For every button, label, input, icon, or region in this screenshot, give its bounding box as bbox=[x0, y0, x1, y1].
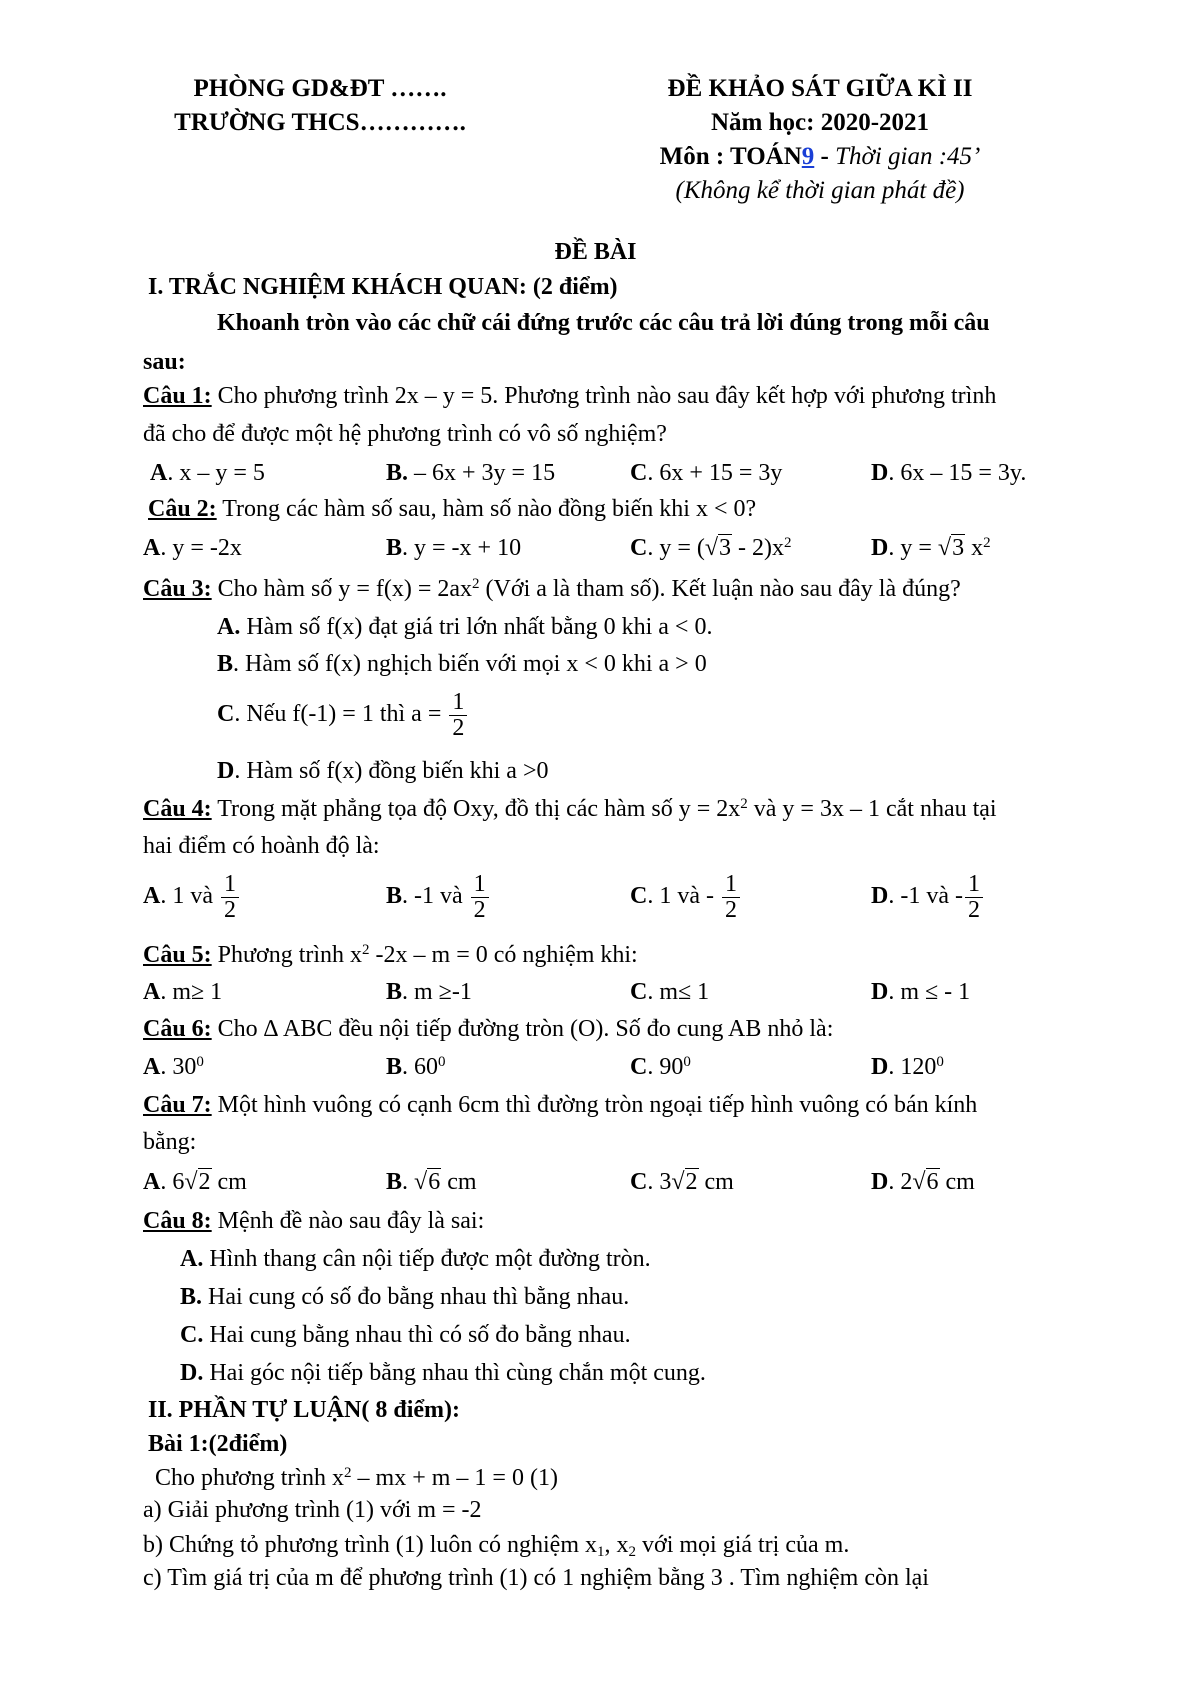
header-right bbox=[610, 72, 1030, 208]
q3-option-c[interactable]: C. Nếu f(-1) = 1 thì a = $\frac{1}{2}$ bbox=[217, 690, 469, 741]
q8-label: Câu 8: bbox=[143, 1208, 212, 1234]
q5-option-d[interactable]: D. m ≤ - 1 bbox=[871, 979, 971, 1005]
q4-text-line2: hai điểm có hoành độ là: bbox=[143, 833, 380, 859]
sqrt-symbol: √3 bbox=[704, 535, 732, 561]
q4-option-a[interactable]: A. 1 và $\frac{1}{2}$ bbox=[143, 872, 241, 923]
fraction-one-half: $\frac{1}{2}$ bbox=[449, 690, 467, 741]
time-separator: - bbox=[814, 143, 836, 170]
subject-prefix: Môn : TOÁN bbox=[659, 143, 802, 170]
bai1-part-c: c) Tìm giá trị của m để phương trình (1) có 1 nghiệm bằng 3 . Tìm nghiệm còn lại bbox=[143, 1565, 929, 1591]
dept-name: PHÒNG GD&ĐT ……. bbox=[193, 75, 447, 102]
fraction-one-half: $\frac{1}{2}$ bbox=[471, 872, 489, 923]
q1-text-line2: đã cho để được một hệ phương trình có vô số nghiệm? bbox=[143, 421, 667, 447]
q4-option-c[interactable]: C. 1 và - $\frac{1}{2}$ bbox=[630, 872, 742, 923]
exam-note: (Không kể thời gian phát đề) bbox=[675, 177, 965, 204]
q3-label: Câu 3: bbox=[143, 576, 212, 602]
fraction-one-half: $\frac{1}{2}$ bbox=[965, 872, 983, 923]
bai1-equation: Cho phương trình $x^2$ – mx + m – 1 = 0 (1) bbox=[155, 1465, 558, 1491]
q1-label: Câu 1: bbox=[143, 383, 212, 409]
part2-title: II. PHẦN TỰ LUẬN( 8 điểm): bbox=[148, 1397, 460, 1423]
part1-instruction-line2: sau: bbox=[143, 349, 186, 375]
q7-option-b[interactable]: B. √6 cm bbox=[386, 1167, 477, 1198]
q7-text-line2: bằng: bbox=[143, 1129, 197, 1155]
q8-option-b[interactable]: B. Hai cung có số đo bằng nhau thì bằng nhau. bbox=[180, 1284, 630, 1310]
school-year: Năm học: 2020-2021 bbox=[710, 109, 930, 136]
q3-option-d[interactable]: D. Hàm số f(x) đồng biến khi a >0 bbox=[217, 758, 549, 784]
q6-option-a[interactable]: A. $30^0$ bbox=[143, 1054, 204, 1080]
q5-option-a[interactable]: A. m≥ 1 bbox=[143, 979, 223, 1005]
q8-option-d[interactable]: D. Hai góc nội tiếp bằng nhau thì cùng chắn một cung. bbox=[180, 1360, 706, 1386]
q8-option-a[interactable]: A. Hình thang cân nội tiếp được một đường tròn. bbox=[180, 1246, 651, 1272]
q7-line1: Câu 7: Một hình vuông có cạnh 6cm thì đường tròn ngoại tiếp hình vuông có bán kính bbox=[143, 1092, 978, 1118]
q6-option-c[interactable]: C. $90^0$ bbox=[630, 1054, 691, 1080]
q7-option-a[interactable]: A. 6√2 cm bbox=[143, 1167, 247, 1198]
q4-option-d[interactable]: D. -1 và - $\frac{1}{2}$ bbox=[871, 872, 985, 923]
sqrt-symbol: √6 bbox=[414, 1169, 441, 1195]
q4-line1: Câu 4: Trong mặt phẳng tọa độ Oxy, đồ thị các hàm số $y = 2x^2$ và y = 3x – 1 cắt nhau tại bbox=[143, 796, 997, 822]
part1-title: I. TRẮC NGHIỆM KHÁCH QUAN: (2 điểm) bbox=[148, 274, 618, 300]
q1-text-line1: Cho phương trình 2x – y = 5. Phương trình nào sau đây kết hợp với phương trình bbox=[211, 383, 997, 409]
q2-option-c[interactable]: C. $y = (√3 - 2)x^2$ bbox=[630, 533, 792, 564]
fraction-one-half: $\frac{1}{2}$ bbox=[221, 872, 239, 923]
q6-option-b[interactable]: B. $60^0$ bbox=[386, 1054, 446, 1080]
bai1-title: Bài 1:(2điểm) bbox=[148, 1431, 288, 1457]
sqrt-symbol: √2 bbox=[671, 1169, 698, 1195]
grade-link[interactable]: 9 bbox=[801, 143, 815, 170]
header-left bbox=[150, 72, 490, 140]
q1-option-a[interactable]: A. x – y = 5 bbox=[150, 460, 265, 486]
q7-option-d[interactable]: D. 2√6 cm bbox=[871, 1167, 975, 1198]
sqrt-symbol: √2 bbox=[184, 1169, 211, 1195]
q2-option-a[interactable]: A. y = -2x bbox=[143, 535, 242, 561]
q7-label: Câu 7: bbox=[143, 1092, 212, 1118]
q3-option-b[interactable]: B. Hàm số f(x) nghịch biến với mọi x < 0 khi a > 0 bbox=[217, 651, 707, 677]
q1-option-c[interactable]: C. 6x + 15 = 3y bbox=[630, 460, 783, 486]
subject-line bbox=[610, 140, 1030, 174]
q4-label: Câu 4: bbox=[143, 796, 212, 822]
q7-option-c[interactable]: C. 3√2 cm bbox=[630, 1167, 734, 1198]
q1-option-d[interactable]: D. 6x – 15 = 3y. bbox=[871, 460, 1027, 486]
q1-option-b[interactable]: B. – 6x + 3y = 15 bbox=[386, 460, 556, 486]
q8-option-c[interactable]: C. Hai cung bằng nhau thì có số đo bằng nhau. bbox=[180, 1322, 631, 1348]
fraction-one-half: $\frac{1}{2}$ bbox=[722, 872, 740, 923]
q8-line: Câu 8: Mệnh đề nào sau đây là sai: bbox=[143, 1208, 485, 1234]
q6-option-d[interactable]: D. $120^0$ bbox=[871, 1054, 944, 1080]
bai1-part-b: b) Chứng tỏ phương trình (1) luôn có nghiệm $x_1$, $x_2$ với mọi giá trị của m. bbox=[143, 1532, 850, 1560]
q6-line: Câu 6: Cho ∆ ABC đều nội tiếp đường tròn (O). Số đo cung AB nhỏ là: bbox=[143, 1016, 834, 1042]
sqrt-symbol: √3 bbox=[937, 535, 965, 561]
q6-label: Câu 6: bbox=[143, 1016, 212, 1042]
part1-instruction-line1: Khoanh tròn vào các chữ cái đứng trước các câu trả lời đúng trong mỗi câu bbox=[217, 310, 990, 336]
q3-line: Câu 3: Cho hàm số $y = f(x) = 2ax^2$ (Với a là tham số). Kết luận nào sau đây là đúng? bbox=[143, 576, 961, 602]
q5-label: Câu 5: bbox=[143, 942, 212, 968]
exam-title: ĐỀ KHẢO SÁT GIỮA KÌ II bbox=[667, 75, 973, 102]
q2-line bbox=[148, 494, 756, 525]
q1-line1 bbox=[143, 381, 996, 412]
q5-option-c[interactable]: C. m≤ 1 bbox=[630, 979, 710, 1005]
q5-option-b[interactable]: B. m ≥-1 bbox=[386, 979, 472, 1005]
bai1-part-a: a) Giải phương trình (1) với m = -2 bbox=[143, 1497, 482, 1523]
q2-label: Câu 2: bbox=[148, 496, 217, 522]
de-bai-heading: ĐỀ BÀI bbox=[554, 239, 637, 265]
q2-option-d[interactable]: D. y = √3 $x^2$ bbox=[871, 533, 991, 564]
q5-line: Câu 5: Phương trình $x^2$ -2x – m = 0 có nghiệm khi: bbox=[143, 942, 638, 968]
q2-option-b[interactable]: B. y = -x + 10 bbox=[386, 535, 522, 561]
q3-option-a[interactable]: A. Hàm số f(x) đạt giá tri lớn nhất bằng 0 khi a < 0. bbox=[217, 614, 713, 640]
school-name: TRƯỜNG THCS…………. bbox=[174, 109, 466, 136]
exam-time: Thời gian :45’ bbox=[835, 143, 981, 170]
q2-text: Trong các hàm số sau, hàm số nào đồng biến khi x < 0? bbox=[216, 496, 757, 522]
sqrt-symbol: √6 bbox=[912, 1169, 939, 1195]
q4-option-b[interactable]: B. -1 và $\frac{1}{2}$ bbox=[386, 872, 491, 923]
